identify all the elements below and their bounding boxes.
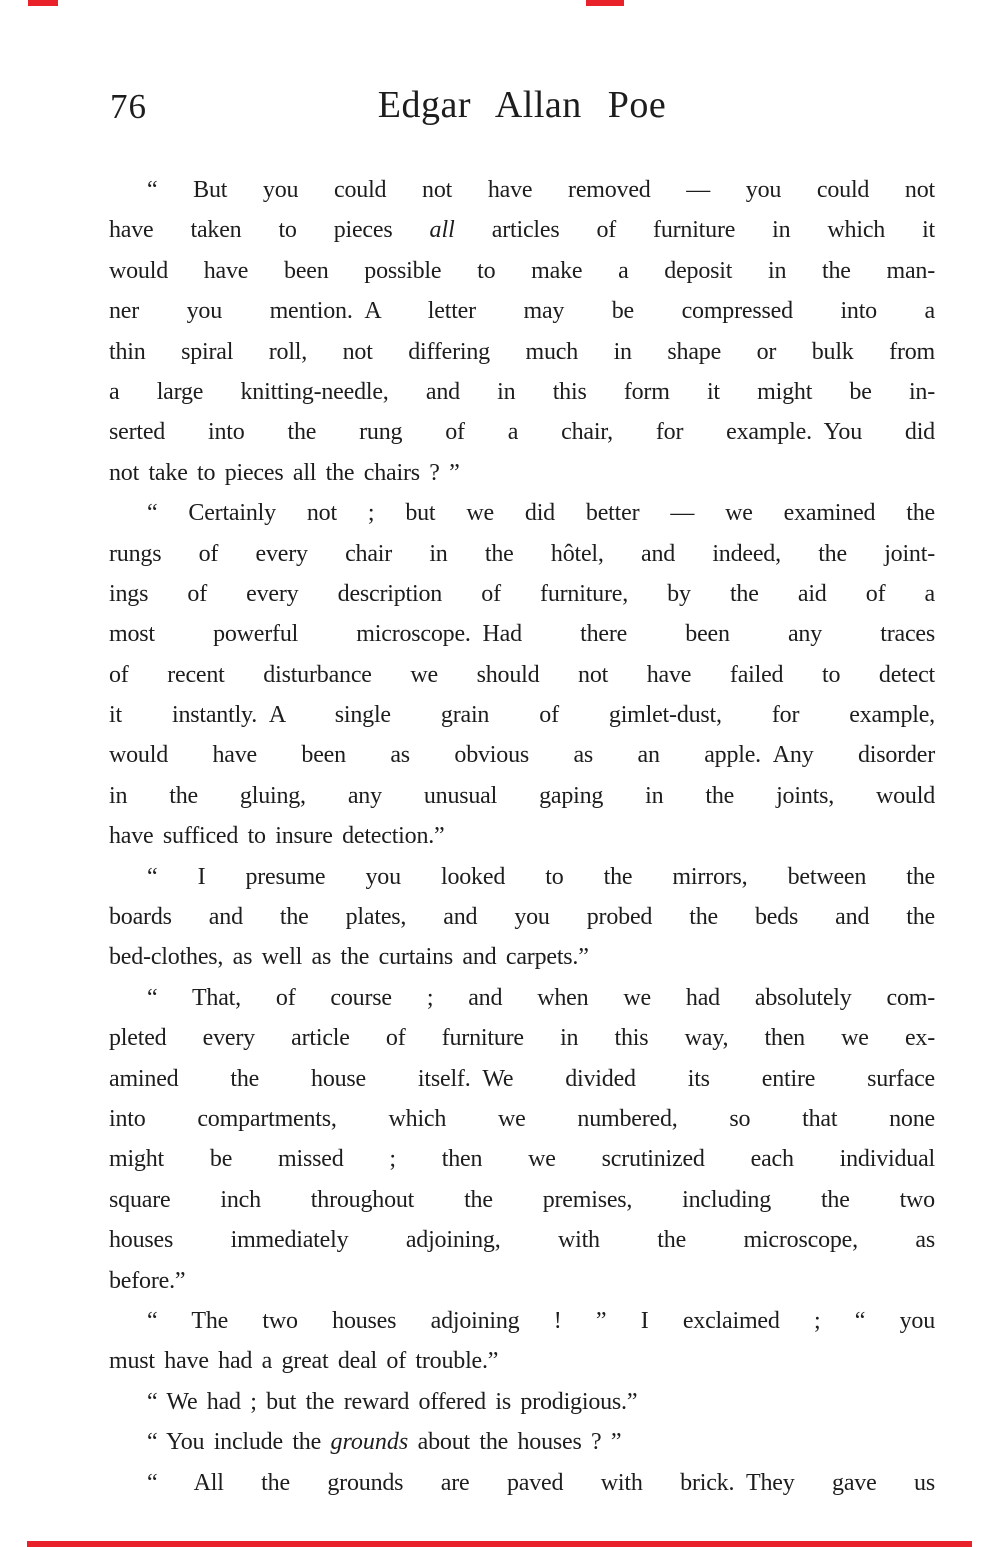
text-line: it instantly. A single grain of gimlet-dust, for example, bbox=[109, 702, 935, 729]
text-line: would have been possible to make a deposit in the man- bbox=[109, 257, 935, 284]
italic-word: all bbox=[429, 217, 455, 244]
text-line: pleted every article of furniture in this way, then we ex- bbox=[109, 1025, 935, 1052]
text-line: “ But you could not have removed — you could not bbox=[147, 177, 935, 203]
text-line: thin spiral roll, not differing much in shape or bulk from bbox=[109, 338, 935, 365]
paragraph bbox=[109, 1301, 935, 1382]
page-number: 76 bbox=[110, 87, 147, 126]
text-line: houses immediately adjoining, with the microscope, as bbox=[109, 1227, 935, 1254]
text-line: would have been as obvious as an apple. Any disorder bbox=[109, 742, 935, 769]
paragraph bbox=[109, 1382, 935, 1422]
text-line: serted into the rung of a chair, for example. You did bbox=[109, 419, 935, 446]
text-line: most powerful microscope. Had there been any traces bbox=[109, 621, 935, 648]
text-line: rungs of every chair in the hôtel, and indeed, the joint- bbox=[109, 540, 935, 567]
text-line: might be missed ; then we scrutinized each individual bbox=[109, 1146, 935, 1173]
text-line: “ The two houses adjoining ! ” I exclaimed ; “ you bbox=[147, 1307, 935, 1334]
paragraph bbox=[109, 978, 935, 1301]
text-line: in the gluing, any unusual gaping in the joints, would bbox=[109, 782, 935, 809]
text-line: not take to pieces all the chairs ? ” bbox=[109, 459, 460, 486]
text-line: amined the house itself. We divided its entire surface bbox=[109, 1065, 935, 1092]
text-line: bed-clothes, as well as the curtains and carpets.” bbox=[109, 944, 589, 971]
text-line: “ I presume you looked to the mirrors, between the bbox=[147, 863, 935, 890]
paragraph bbox=[109, 493, 935, 857]
text-line: “ You include the grounds about the houses ? ” bbox=[147, 1429, 622, 1456]
text-line: “ All the grounds are paved with brick. They gave us bbox=[147, 1469, 935, 1496]
text-line: have taken to pieces all articles of furniture in which it bbox=[109, 217, 936, 244]
text-line: must have had a great deal of trouble.” bbox=[109, 1348, 499, 1375]
running-title: Edgar Allan Poe bbox=[377, 84, 667, 126]
text-line: before.” bbox=[109, 1267, 186, 1294]
text-line: boards and the plates, and you probed the beds and the bbox=[109, 904, 935, 931]
paragraph bbox=[109, 170, 935, 493]
text-line: “ That, of course ; and when we had absolutely com- bbox=[147, 984, 935, 1011]
text-line: a large knitting-needle, and in this form it might be in- bbox=[109, 378, 935, 405]
text-line: ings of every description of furniture, by the aid of a bbox=[109, 580, 935, 607]
red-scan-mark-top-left bbox=[28, 0, 58, 6]
text-line: “ Certainly not ; but we did better — we examined the bbox=[147, 500, 935, 527]
text-line: “ We had ; but the reward offered is prodigious.” bbox=[147, 1388, 638, 1415]
text-line: ner you mention. A letter may be compressed into a bbox=[109, 298, 935, 325]
paragraph bbox=[109, 1422, 935, 1462]
paragraph bbox=[109, 857, 935, 978]
red-scan-mark-bottom bbox=[27, 1541, 972, 1547]
text-line: have sufficed to insure detection.” bbox=[109, 823, 445, 850]
text-line: of recent disturbance we should not have failed to detect bbox=[109, 661, 935, 688]
red-scan-mark-top-center bbox=[586, 0, 624, 6]
text-line: square inch throughout the premises, including the two bbox=[109, 1186, 935, 1213]
italic-word: grounds bbox=[330, 1429, 409, 1456]
text-line: into compartments, which we numbered, so that none bbox=[109, 1105, 935, 1132]
text-block bbox=[109, 170, 935, 1503]
paragraph bbox=[109, 1463, 935, 1503]
